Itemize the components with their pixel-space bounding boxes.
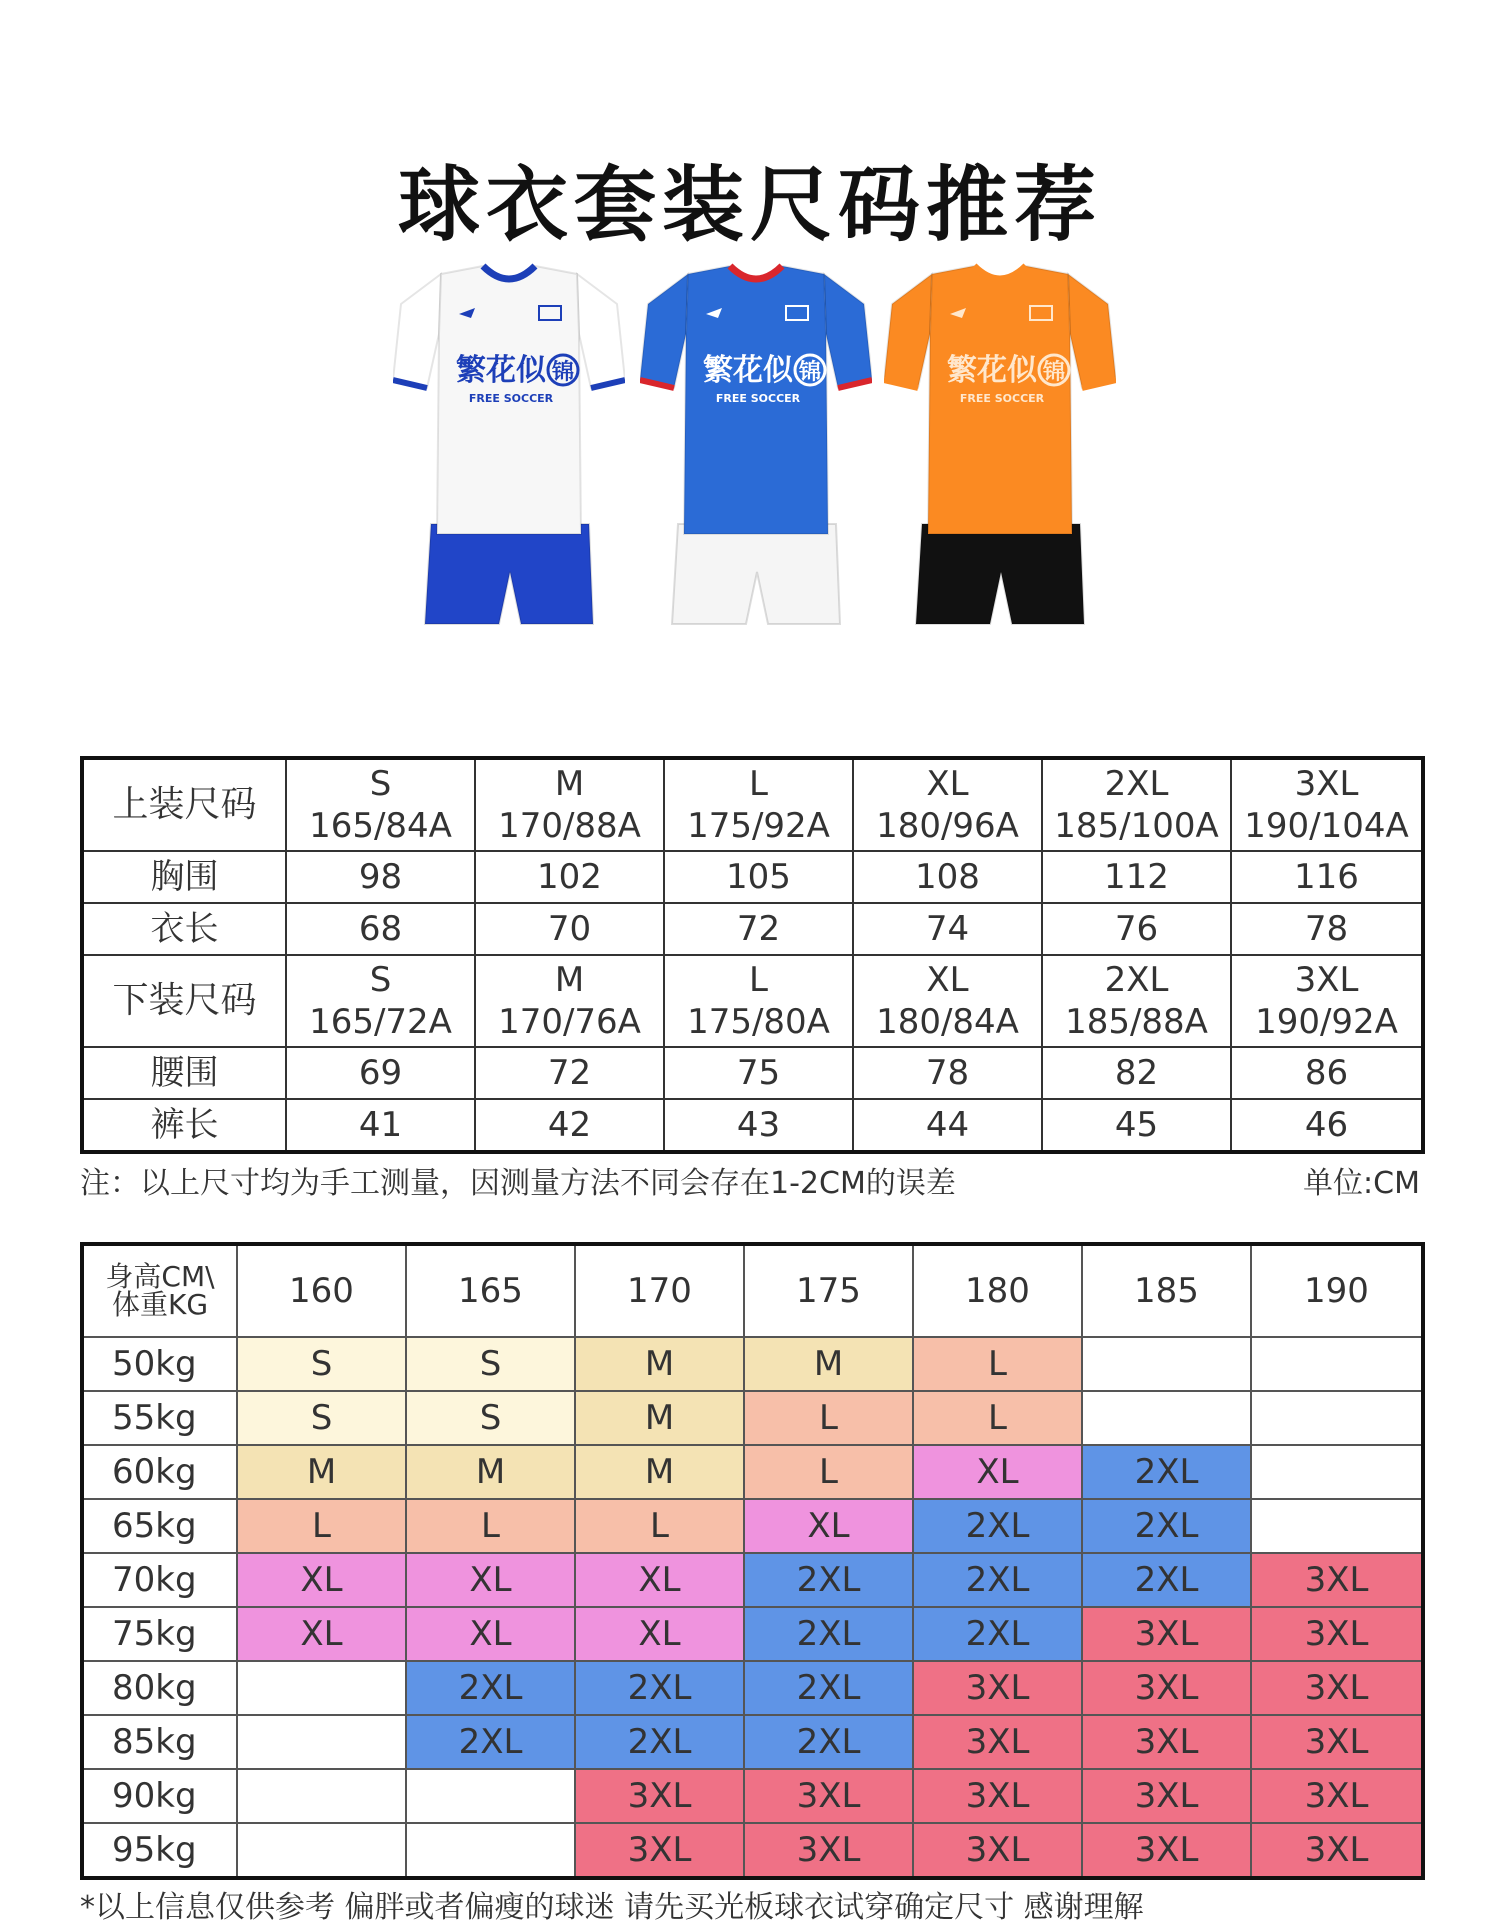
recommended-size-cell: 3XL [744, 1769, 913, 1823]
corner-height-label: 身高CM\ [105, 1260, 215, 1293]
recommended-size-cell: 3XL [1251, 1769, 1423, 1823]
height-cell: 165 [406, 1244, 575, 1337]
top-size-cell [664, 758, 853, 851]
recommended-size-cell: 2XL [913, 1499, 1082, 1553]
height-cell: 170 [575, 1244, 744, 1337]
measure-value: 45 [1042, 1099, 1231, 1152]
bottom-size-cell [475, 955, 664, 1047]
measure-value: 75 [664, 1047, 853, 1099]
recommended-size-cell: 3XL [575, 1769, 744, 1823]
right-sleeve-shape [824, 274, 872, 388]
recommended-size-cell: L [744, 1391, 913, 1445]
measure-label: 衣长 [82, 903, 286, 955]
height-cell: 190 [1251, 1244, 1423, 1337]
measure-value: 112 [1042, 851, 1231, 903]
measure-label: 裤长 [82, 1099, 286, 1152]
recommended-size-cell: L [406, 1499, 575, 1553]
corner-label [82, 1244, 237, 1337]
orange-kit-image [884, 262, 1116, 630]
recommended-size-cell: 3XL [913, 1715, 1082, 1769]
top-size-cell [1042, 758, 1231, 851]
weight-row [82, 1337, 1423, 1391]
sponsor-seal-char: 锦 [798, 359, 822, 385]
recommended-size-cell [237, 1661, 406, 1715]
unit-note: 单位:CM [1303, 1166, 1420, 1201]
weight-cell: 50kg [82, 1337, 237, 1391]
size-code: 190/92A [1255, 1002, 1398, 1042]
white-kit-image [393, 262, 625, 630]
recommended-size-cell [1251, 1499, 1423, 1553]
blue-kit-image [640, 262, 872, 630]
measure-value: 78 [1231, 903, 1423, 955]
top-size-cell [853, 758, 1042, 851]
bottom-size-cell [664, 955, 853, 1047]
recommended-size-cell: 2XL [575, 1715, 744, 1769]
measure-value: 74 [853, 903, 1042, 955]
recommended-size-cell: 3XL [1251, 1553, 1423, 1607]
recommended-size-cell: 2XL [913, 1553, 1082, 1607]
recommended-size-cell: XL [237, 1553, 406, 1607]
left-sleeve-shape [393, 274, 441, 388]
right-sleeve-shape [577, 274, 625, 388]
recommended-size-cell: S [406, 1337, 575, 1391]
bottom-size-cell [1042, 955, 1231, 1047]
weight-cell: 60kg [82, 1445, 237, 1499]
size-recommend-table [80, 1242, 1425, 1880]
size-name: S [369, 764, 392, 804]
weight-cell: 95kg [82, 1823, 237, 1878]
top-size-label: 上装尺码 [82, 758, 286, 851]
measure-value: 42 [475, 1099, 664, 1152]
size-name: 2XL [1104, 960, 1169, 1000]
measure-value: 116 [1231, 851, 1423, 903]
recommended-size-cell: 3XL [913, 1661, 1082, 1715]
bottom-measure-row [82, 1047, 1423, 1099]
recommended-size-cell: 2XL [1082, 1445, 1251, 1499]
sponsor-seal-char: 锦 [551, 359, 575, 385]
measure-value: 41 [286, 1099, 475, 1152]
recommended-size-cell: M [575, 1445, 744, 1499]
size-name: L [749, 764, 768, 804]
recommended-size-cell: 3XL [1082, 1661, 1251, 1715]
recommended-size-cell: 2XL [406, 1661, 575, 1715]
top-size-cell [1231, 758, 1423, 851]
recommended-size-cell: 3XL [1082, 1823, 1251, 1878]
size-name: L [749, 960, 768, 1000]
weight-row [82, 1661, 1423, 1715]
size-code: 165/72A [309, 1002, 452, 1042]
size-name: 3XL [1294, 764, 1359, 804]
weight-row [82, 1391, 1423, 1445]
recommended-size-cell: S [406, 1391, 575, 1445]
measure-value: 72 [664, 903, 853, 955]
shorts-shape [916, 524, 1084, 624]
chest-sub-text: FREE SOCCER [715, 392, 801, 405]
recommended-size-cell: 3XL [1251, 1823, 1423, 1878]
recommended-size-cell [1251, 1445, 1423, 1499]
measure-value: 69 [286, 1047, 475, 1099]
recommended-size-cell: M [237, 1445, 406, 1499]
recommended-size-cell: 3XL [913, 1769, 1082, 1823]
footer-note: *以上信息仅供参考 偏胖或者偏瘦的球迷 请先买光板球衣试穿确定尺寸 感谢理解 [80, 1890, 1144, 1925]
measure-value: 78 [853, 1047, 1042, 1099]
measure-label: 腰围 [82, 1047, 286, 1099]
weight-cell: 75kg [82, 1607, 237, 1661]
recommended-size-cell: 3XL [1251, 1607, 1423, 1661]
recommended-size-cell: XL [237, 1607, 406, 1661]
recommended-size-cell [237, 1769, 406, 1823]
recommended-size-cell: 3XL [575, 1823, 744, 1878]
top-measure-row [82, 903, 1423, 955]
measurement-note: 注：以上尺寸均为手工测量，因测量方法不同会存在1-2CM的误差 [80, 1166, 956, 1201]
size-name: S [369, 960, 392, 1000]
recommended-size-cell: 3XL [1251, 1715, 1423, 1769]
recommended-size-cell: XL [406, 1553, 575, 1607]
shorts-shape [672, 524, 840, 624]
measure-value: 86 [1231, 1047, 1423, 1099]
top-measure-row [82, 851, 1423, 903]
recommended-size-cell: XL [744, 1499, 913, 1553]
measure-value: 70 [475, 903, 664, 955]
bottom-size-header-row [82, 955, 1423, 1047]
size-code: 180/84A [876, 1002, 1019, 1042]
recommended-size-cell [237, 1715, 406, 1769]
top-size-cell [475, 758, 664, 851]
size-code: 185/88A [1065, 1002, 1208, 1042]
recommended-size-cell: 3XL [744, 1823, 913, 1878]
weight-row [82, 1769, 1423, 1823]
measure-value: 68 [286, 903, 475, 955]
recommended-size-cell: M [575, 1391, 744, 1445]
size-name: XL [926, 764, 969, 804]
measure-value: 98 [286, 851, 475, 903]
size-code: 175/92A [687, 806, 830, 846]
size-code: 175/80A [687, 1002, 830, 1042]
chest-sub-text: FREE SOCCER [959, 392, 1045, 405]
recommended-size-cell [1082, 1391, 1251, 1445]
weight-cell: 85kg [82, 1715, 237, 1769]
recommended-size-cell [237, 1823, 406, 1878]
bottom-size-label: 下装尺码 [82, 955, 286, 1047]
recommended-size-cell: L [744, 1445, 913, 1499]
weight-row [82, 1823, 1423, 1878]
chest-sponsor-text: 繁花似 [703, 353, 793, 388]
size-code: 180/96A [876, 806, 1019, 846]
recommended-size-cell: 3XL [1082, 1769, 1251, 1823]
weight-cell: 80kg [82, 1661, 237, 1715]
recommended-size-cell: XL [575, 1607, 744, 1661]
size-code: 170/76A [498, 1002, 641, 1042]
weight-cell: 65kg [82, 1499, 237, 1553]
measure-value: 105 [664, 851, 853, 903]
recommended-size-cell: S [237, 1337, 406, 1391]
recommended-size-cell [1251, 1337, 1423, 1391]
measure-value: 44 [853, 1099, 1042, 1152]
weight-row [82, 1553, 1423, 1607]
height-cell: 175 [744, 1244, 913, 1337]
recommended-size-cell: 2XL [1082, 1499, 1251, 1553]
size-name: M [554, 764, 585, 804]
weight-row [82, 1445, 1423, 1499]
recommended-size-cell: 2XL [744, 1553, 913, 1607]
recommended-size-cell: M [575, 1337, 744, 1391]
size-code: 185/100A [1054, 806, 1219, 846]
weight-row [82, 1715, 1423, 1769]
recommended-size-cell [406, 1769, 575, 1823]
size-name: M [554, 960, 585, 1000]
shorts-shape [425, 524, 593, 624]
recommended-size-cell: L [575, 1499, 744, 1553]
weight-row [82, 1499, 1423, 1553]
recommended-size-cell: 3XL [913, 1823, 1082, 1878]
recommended-size-cell: XL [406, 1607, 575, 1661]
recommended-size-cell: 2XL [575, 1661, 744, 1715]
height-cell: 160 [237, 1244, 406, 1337]
recommended-size-cell: 2XL [913, 1607, 1082, 1661]
recommended-size-cell: L [913, 1391, 1082, 1445]
bottom-measure-row [82, 1099, 1423, 1152]
recommended-size-cell: L [913, 1337, 1082, 1391]
chest-sponsor-text: 繁花似 [456, 353, 546, 388]
measure-label: 胸围 [82, 851, 286, 903]
right-sleeve-shape [1068, 274, 1116, 388]
size-name: XL [926, 960, 969, 1000]
corner-weight-label: 体重KG [111, 1288, 209, 1321]
left-sleeve-shape [640, 274, 688, 388]
height-header-row [82, 1244, 1423, 1337]
chest-sub-text: FREE SOCCER [468, 392, 554, 405]
size-code: 170/88A [498, 806, 641, 846]
page-title: 球衣套装尺码推荐 [397, 158, 1102, 253]
weight-cell: 55kg [82, 1391, 237, 1445]
recommended-size-cell: 2XL [744, 1607, 913, 1661]
recommended-size-cell: XL [575, 1553, 744, 1607]
recommended-size-cell: 3XL [1251, 1661, 1423, 1715]
recommended-size-cell: S [237, 1391, 406, 1445]
height-cell: 180 [913, 1244, 1082, 1337]
size-code: 165/84A [309, 806, 452, 846]
recommended-size-cell [1082, 1337, 1251, 1391]
measure-value: 82 [1042, 1047, 1231, 1099]
recommended-size-cell [1251, 1391, 1423, 1445]
chest-sponsor-text: 繁花似 [947, 353, 1037, 388]
measure-value: 76 [1042, 903, 1231, 955]
height-cell: 185 [1082, 1244, 1251, 1337]
measure-value: 108 [853, 851, 1042, 903]
size-code: 190/104A [1244, 806, 1409, 846]
top-size-header-row [82, 758, 1423, 851]
measure-value: 102 [475, 851, 664, 903]
measure-value: 72 [475, 1047, 664, 1099]
measure-value: 46 [1231, 1099, 1423, 1152]
size-spec-table [80, 756, 1425, 1154]
recommended-size-cell: 2XL [1082, 1553, 1251, 1607]
recommended-size-cell [406, 1823, 575, 1878]
bottom-size-cell [1231, 955, 1423, 1047]
size-name: 3XL [1294, 960, 1359, 1000]
left-sleeve-shape [884, 274, 932, 388]
recommended-size-cell: XL [913, 1445, 1082, 1499]
top-size-cell [286, 758, 475, 851]
recommended-size-cell: 2XL [744, 1661, 913, 1715]
recommended-size-cell: 3XL [1082, 1607, 1251, 1661]
sponsor-seal-char: 锦 [1042, 359, 1066, 385]
size-name: 2XL [1104, 764, 1169, 804]
measure-value: 43 [664, 1099, 853, 1152]
weight-cell: 90kg [82, 1769, 237, 1823]
weight-row [82, 1607, 1423, 1661]
bottom-size-cell [286, 955, 475, 1047]
bottom-size-cell [853, 955, 1042, 1047]
recommended-size-cell: 2XL [744, 1715, 913, 1769]
recommended-size-cell: L [237, 1499, 406, 1553]
recommended-size-cell: 3XL [1082, 1715, 1251, 1769]
recommended-size-cell: 2XL [406, 1715, 575, 1769]
recommended-size-cell: M [406, 1445, 575, 1499]
weight-cell: 70kg [82, 1553, 237, 1607]
recommended-size-cell: M [744, 1337, 913, 1391]
